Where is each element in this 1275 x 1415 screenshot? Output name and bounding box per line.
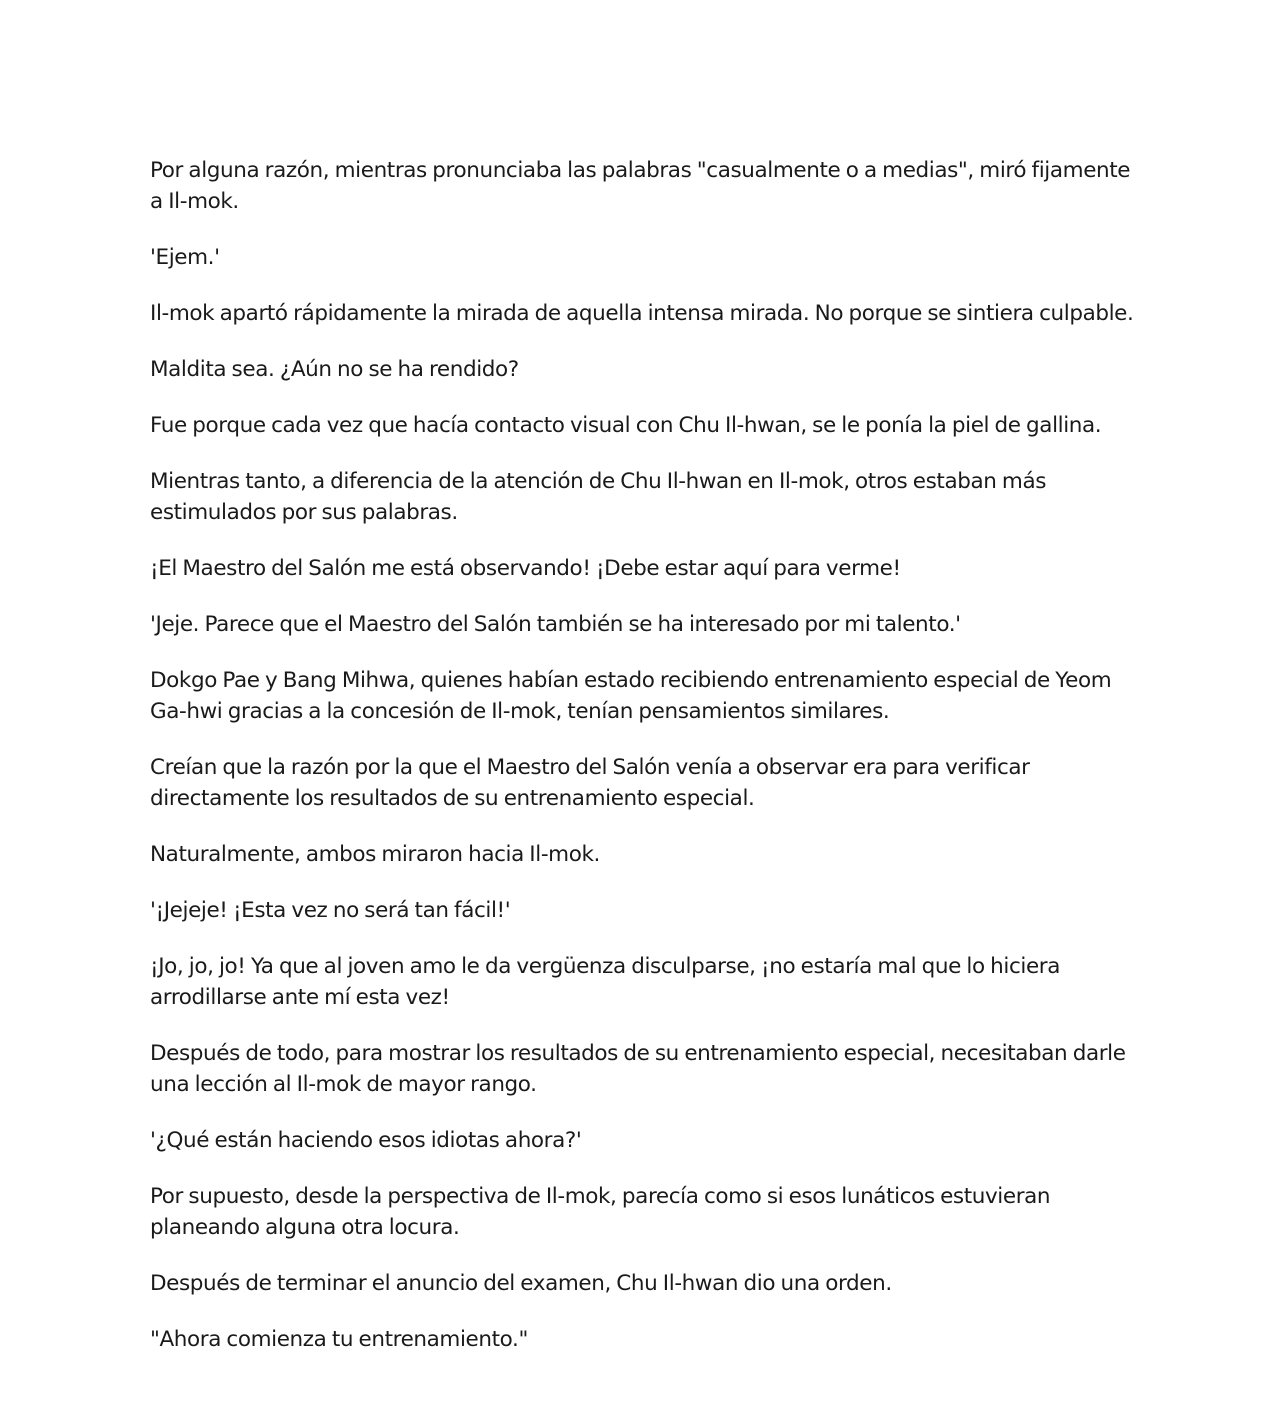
document-body: [150, 155, 1135, 1380]
paragraph: Maldita sea. ¿Aún no se ha rendido?: [150, 357, 519, 382]
paragraph: '¡Jejeje! ¡Esta vez no será tan fácil!': [150, 898, 511, 923]
paragraph: Después de todo, para mostrar los resultados de su entrenamiento especial, necesitaban darle una lección al Il-mok de mayor rango.: [150, 1041, 1126, 1097]
paragraph: ¡El Maestro del Salón me está observando! ¡Debe estar aquí para verme!: [150, 556, 901, 581]
paragraph: Dokgo Pae y Bang Mihwa, quienes habían estado recibiendo entrenamiento especial de Yeom Ga-hwi gracias a la concesión de Il-mok, tenían pensamientos similares.: [150, 668, 1112, 724]
paragraph: Creían que la razón por la que el Maestro del Salón venía a observar era para verificar directamente los resultados de su entrenamiento especial.: [150, 755, 1030, 811]
paragraph: Fue porque cada vez que hacía contacto visual con Chu Il-hwan, se le ponía la piel de gallina.: [150, 413, 1102, 438]
paragraph: 'Ejem.': [150, 245, 220, 270]
paragraph: "Ahora comienza tu entrenamiento.": [150, 1327, 528, 1352]
paragraph: '¿Qué están haciendo esos idiotas ahora?': [150, 1128, 582, 1153]
paragraph: Naturalmente, ambos miraron hacia Il-mok.: [150, 842, 600, 867]
paragraph: Por supuesto, desde la perspectiva de Il-mok, parecía como si esos lunáticos estuvieran planeando alguna otra locura.: [150, 1184, 1051, 1240]
paragraph: Por alguna razón, mientras pronunciaba las palabras "casualmente o a medias", miró fijamente a Il-mok.: [150, 158, 1131, 214]
paragraph: Il-mok apartó rápidamente la mirada de aquella intensa mirada. No porque se sintiera culpable.: [150, 301, 1134, 326]
paragraph: ¡Jo, jo, jo! Ya que al joven amo le da vergüenza disculparse, ¡no estaría mal que lo hiciera arrodillarse ante mí esta vez!: [150, 954, 1060, 1010]
paragraph: Mientras tanto, a diferencia de la atención de Chu Il-hwan en Il-mok, otros estaban más estimulados por sus palabras.: [150, 469, 1047, 525]
paragraph: Después de terminar el anuncio del examen, Chu Il-hwan dio una orden.: [150, 1271, 892, 1296]
paragraph: 'Jeje. Parece que el Maestro del Salón también se ha interesado por mi talento.': [150, 612, 961, 637]
